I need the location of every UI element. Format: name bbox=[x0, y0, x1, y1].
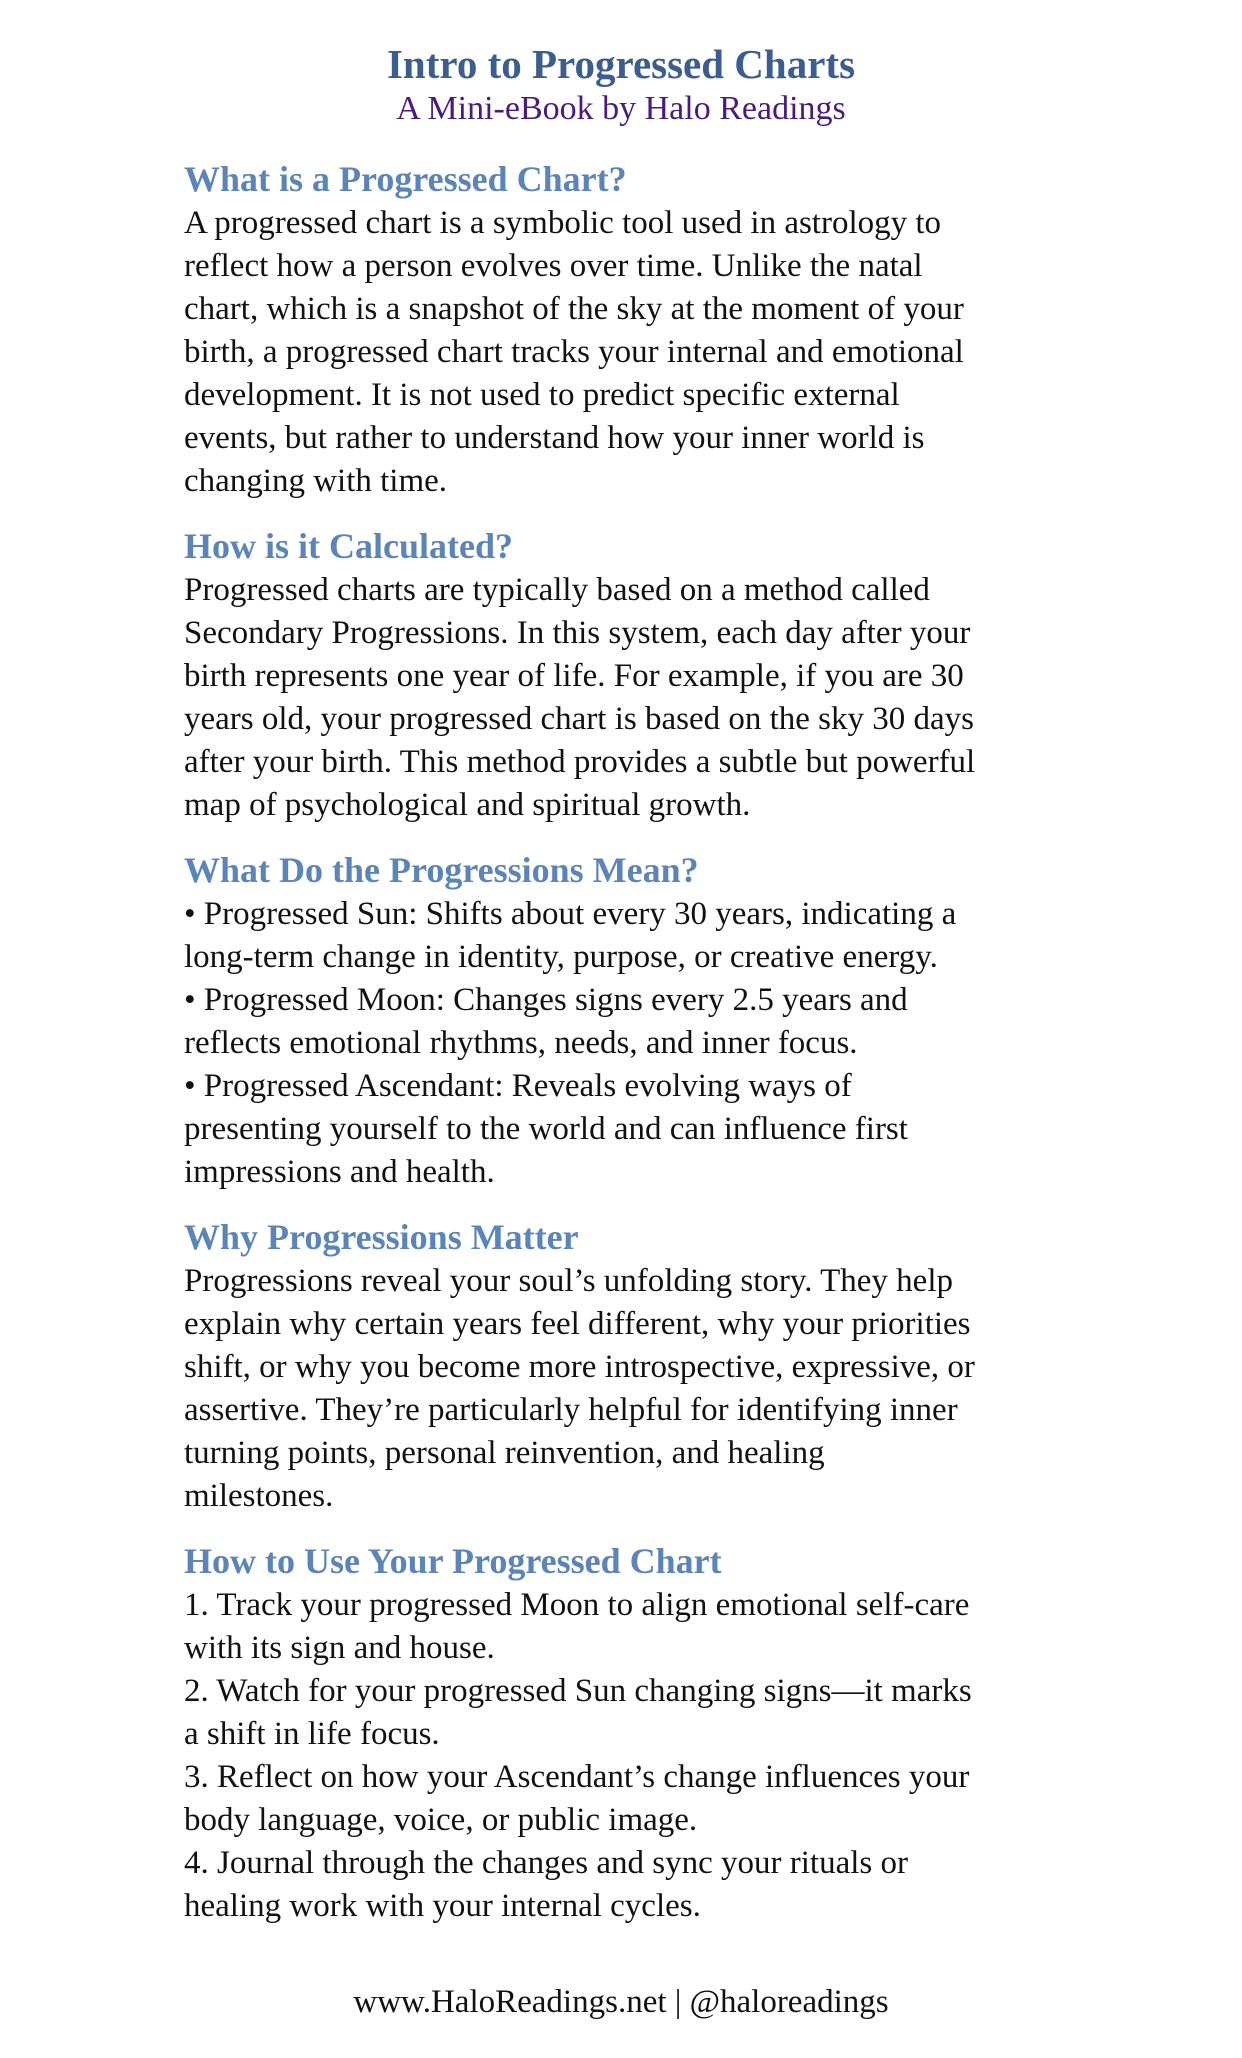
text-line: events, but rather to understand how your inner world is bbox=[184, 420, 925, 456]
text-line: turning points, personal reinvention, and healing bbox=[184, 1435, 825, 1471]
page-subtitle: A Mini-eBook by Halo Readings bbox=[396, 90, 846, 127]
section-heading: How to Use Your Progressed Chart bbox=[184, 1541, 722, 1581]
list-item: • Progressed Ascendant: Reveals evolving ways of bbox=[184, 1068, 852, 1104]
text-line: map of psychological and spiritual growth. bbox=[184, 787, 751, 823]
text-line: A progressed chart is a symbolic tool used in astrology to bbox=[184, 205, 942, 241]
text-line: Progressed charts are typically based on a method called bbox=[184, 572, 930, 608]
text-line: reflects emotional rhythms, needs, and inner focus. bbox=[184, 1025, 858, 1061]
section-heading: How is it Calculated? bbox=[184, 526, 513, 566]
section-heading: What is a Progressed Chart? bbox=[184, 159, 627, 199]
text-line: development. It is not used to predict specific external bbox=[184, 377, 900, 413]
section-paragraph bbox=[184, 569, 1084, 827]
text-line: healing work with your internal cycles. bbox=[184, 1888, 701, 1924]
page-header bbox=[0, 40, 1242, 130]
text-line: assertive. They’re particularly helpful for identifying inner bbox=[184, 1392, 958, 1428]
text-line: long-term change in identity, purpose, or creative energy. bbox=[184, 939, 938, 975]
content-body bbox=[184, 156, 1084, 1948]
section-how-calculated bbox=[184, 523, 1084, 827]
page-footer: www.HaloReadings.net | @haloreadings bbox=[353, 1984, 889, 2020]
section-why-matter bbox=[184, 1214, 1084, 1518]
text-line: presenting yourself to the world and can influence first bbox=[184, 1111, 908, 1147]
list-item: • Progressed Sun: Shifts about every 30 years, indicating a bbox=[184, 896, 957, 932]
list-item: 3. Reflect on how your Ascendant’s change influences your bbox=[184, 1759, 970, 1795]
section-heading: What Do the Progressions Mean? bbox=[184, 850, 699, 890]
page-title: Intro to Progressed Charts bbox=[386, 41, 856, 87]
list-item: 1. Track your progressed Moon to align emotional self-care bbox=[184, 1587, 970, 1623]
text-line: chart, which is a snapshot of the sky at the moment of your bbox=[184, 291, 964, 327]
text-line: shift, or why you become more introspective, expressive, or bbox=[184, 1349, 975, 1385]
text-line: changing with time. bbox=[184, 463, 448, 499]
section-progressions-meaning bbox=[184, 847, 1084, 1194]
section-paragraph bbox=[184, 1260, 1084, 1518]
text-line: with its sign and house. bbox=[184, 1630, 495, 1666]
section-paragraph bbox=[184, 202, 1084, 503]
text-line: years old, your progressed chart is based on the sky 30 days bbox=[184, 701, 974, 737]
text-line: impressions and health. bbox=[184, 1154, 495, 1190]
list-item: • Progressed Moon: Changes signs every 2.5 years and bbox=[184, 982, 908, 1018]
list-item: 4. Journal through the changes and sync your rituals or bbox=[184, 1845, 909, 1881]
text-line: milestones. bbox=[184, 1478, 334, 1514]
text-line: birth, a progressed chart tracks your internal and emotional bbox=[184, 334, 964, 370]
section-list bbox=[184, 1584, 1084, 1928]
text-line: after your birth. This method provides a subtle but powerful bbox=[184, 744, 976, 780]
text-line: a shift in life focus. bbox=[184, 1716, 440, 1752]
section-what-is bbox=[184, 156, 1084, 503]
text-line: Secondary Progressions. In this system, each day after your bbox=[184, 615, 971, 651]
list-item: 2. Watch for your progressed Sun changing signs—it marks bbox=[184, 1673, 972, 1709]
text-line: explain why certain years feel different, why your priorities bbox=[184, 1306, 971, 1342]
text-line: birth represents one year of life. For example, if you are 30 bbox=[184, 658, 964, 694]
section-how-to-use bbox=[184, 1538, 1084, 1928]
text-line: body language, voice, or public image. bbox=[184, 1802, 698, 1838]
text-line: Progressions reveal your soul’s unfolding story. They help bbox=[184, 1263, 953, 1299]
section-heading: Why Progressions Matter bbox=[184, 1217, 579, 1257]
section-list bbox=[184, 893, 1084, 1194]
text-line: reflect how a person evolves over time. Unlike the natal bbox=[184, 248, 923, 284]
